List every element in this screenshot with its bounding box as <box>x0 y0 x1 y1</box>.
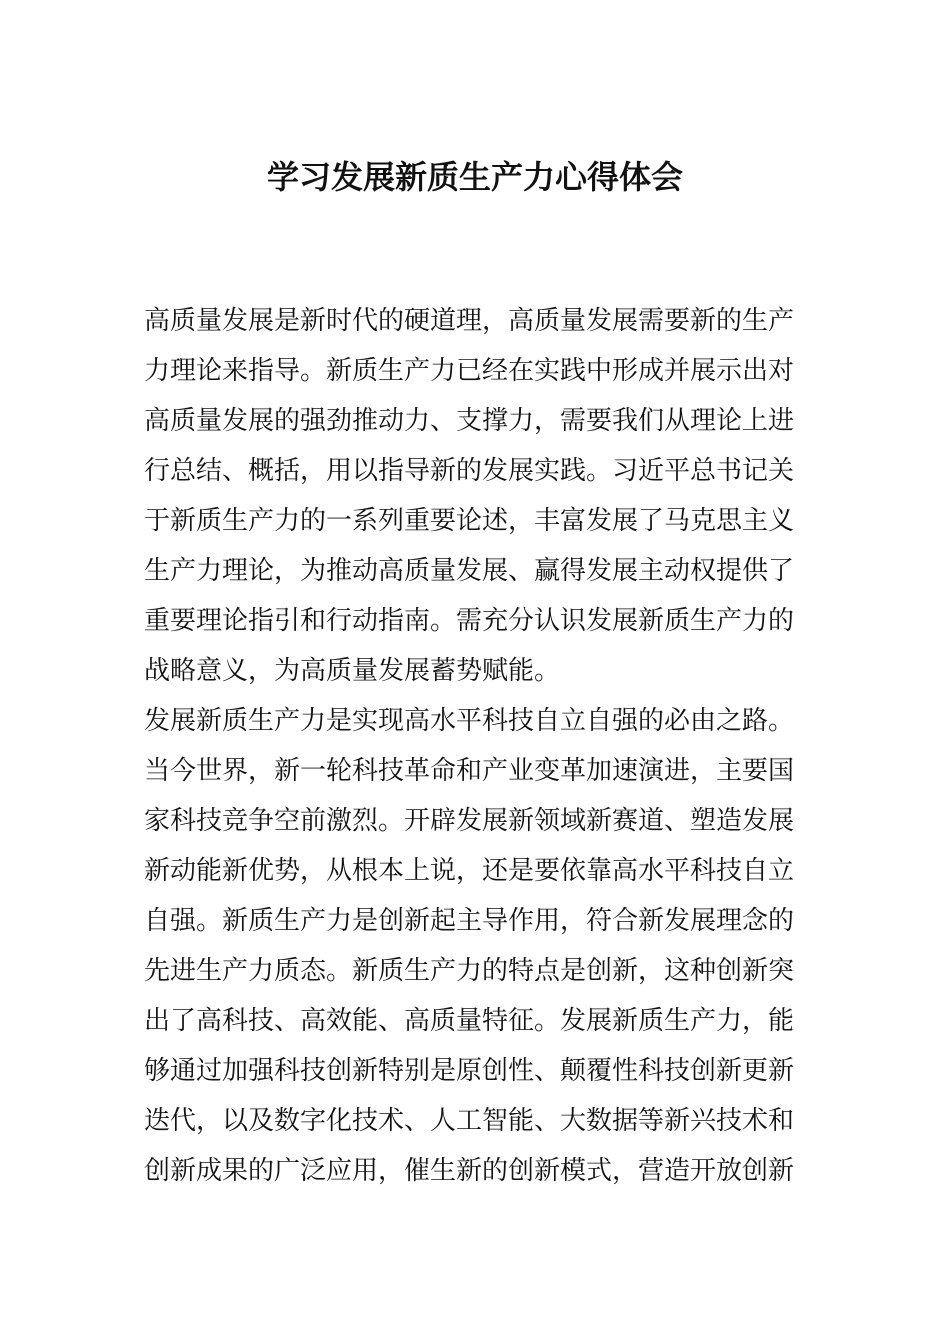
text-line: 生产力理论，为推动高质量发展、赢得发展主动权提供了 <box>144 556 795 586</box>
text-line: 当今世界，新一轮科技革命和产业变革加速演进，主要国 <box>144 756 795 786</box>
text-line: 高质量发展是新时代的硬道理，高质量发展需要新的生产 <box>144 306 795 336</box>
text-line: 于新质生产力的一系列重要论述，丰富发展了马克思主义 <box>144 506 795 536</box>
text-line: 高质量发展的强劲推动力、支撑力，需要我们从理论上进 <box>144 406 795 436</box>
text-line: 力理论来指导。新质生产力已经在实践中形成并展示出对 <box>144 356 795 386</box>
text-line: 出了高科技、高效能、高质量特征。发展新质生产力，能 <box>144 1006 795 1036</box>
text-line: 战略意义，为高质量发展蓄势赋能。 <box>144 656 561 686</box>
text-line: 迭代，以及数字化技术、人工智能、大数据等新兴技术和 <box>144 1106 795 1136</box>
text-line: 重要理论指引和行动指南。需充分认识发展新质生产力的 <box>144 606 795 636</box>
text-line: 创新成果的广泛应用，催生新的创新模式，营造开放创新 <box>144 1156 795 1186</box>
text-line: 行总结、概括，用以指导新的发展实践。习近平总书记关 <box>144 456 795 486</box>
text-line: 够通过加强科技创新特别是原创性、颠覆性科技创新更新 <box>144 1056 795 1086</box>
document-body <box>144 296 808 1196</box>
document-title: 学习发展新质生产力心得体会 <box>266 158 683 196</box>
text-line: 新动能新优势，从根本上说，还是要依靠高水平科技自立 <box>144 856 795 886</box>
text-line: 发展新质生产力是实现高水平科技自立自强的必由之路。 <box>144 706 795 736</box>
text-line: 家科技竞争空前激烈。开辟发展新领域新赛道、塑造发展 <box>144 806 795 836</box>
text-line: 先进生产力质态。新质生产力的特点是创新，这种创新突 <box>144 956 795 986</box>
text-line: 自强。新质生产力是创新起主导作用，符合新发展理念的 <box>144 906 795 936</box>
